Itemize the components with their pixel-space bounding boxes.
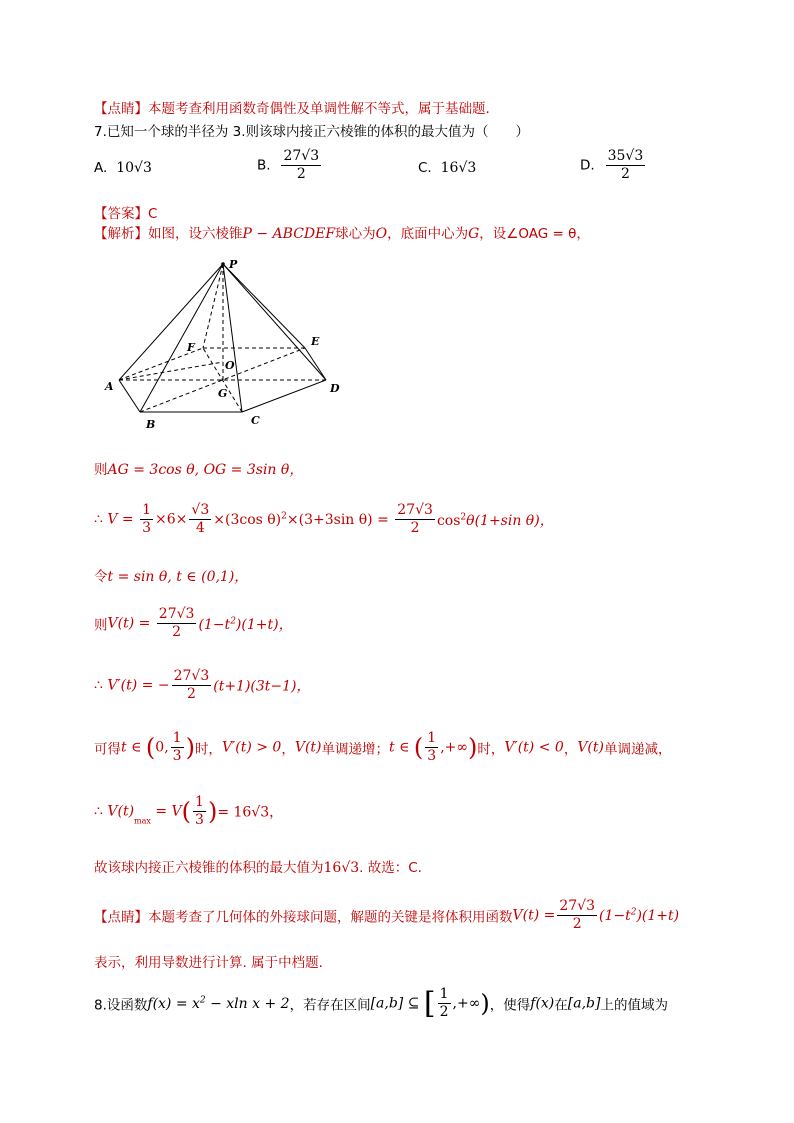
option-c-value: 16√3 xyxy=(440,160,477,176)
label-p: P xyxy=(229,258,238,271)
option-a: A. 10√3 xyxy=(94,160,152,176)
step-2: ∴ V = $\frac{1}{3}$ ×6× $\frac{√3}{4}$ ×(3cos θ)$^2$×(3+3sin θ) = $\frac{27√3}{2}$ $\cos^2\theta(1+\sin$ θ)， xyxy=(94,502,554,536)
label-a: A xyxy=(105,380,114,393)
answer-tag: 【答案】 xyxy=(94,206,148,222)
option-b: B. $\frac{27√3}{2}$ xyxy=(257,148,320,182)
dianjing-2: 【点睛】本题考查了几何体的外接球问题，解题的关键是将体积用函数V(t) = $\frac{27√3}{2}$ $(1-t^2)(1+t)$ xyxy=(94,898,680,932)
option-b-numerator: 27√3 xyxy=(283,148,320,164)
edge-ab xyxy=(119,380,140,412)
edge-pb xyxy=(140,264,223,412)
vertex-p-dot xyxy=(221,262,225,266)
label-f: F xyxy=(187,341,195,354)
previous-dianjing-line xyxy=(94,97,490,117)
question-7-stem: 7.已知一个球的半径为 3.则该球内接正六棱锥的体积的最大值为（ ） xyxy=(94,124,530,140)
step-7: ∴ $V(t)_{max} = V$( $\frac{1}{3}$ )= 16√3， xyxy=(94,794,284,828)
hexagonal-pyramid-figure xyxy=(100,252,350,434)
label-c: C xyxy=(251,414,260,427)
edge-pd xyxy=(223,264,326,380)
option-d-numerator: 35√3 xyxy=(607,148,644,164)
question-8-stem: 8.设函数$f(x) = x^2 - xln$ x + 2，若存在区间[a,b] ⊆ [ $\frac{1}{2}$ ,+∞)，使得f(x)在[a,b]上的值域为 xyxy=(94,986,668,1021)
dianjing-tag: 【点睛】 xyxy=(94,101,148,117)
answer-line xyxy=(94,202,157,222)
edge-pf-hidden xyxy=(203,264,223,348)
edge-de xyxy=(305,348,326,380)
step-3: 令t = sin θ, t ∈ (0,1)， xyxy=(94,569,249,585)
option-b-denominator: 2 xyxy=(296,166,306,182)
edge-pa xyxy=(119,264,223,380)
step-1: 则AG = 3cos θ, OG = 3sin θ， xyxy=(94,462,304,478)
option-c: C. 16√3 xyxy=(418,160,477,176)
option-a-value: 10√3 xyxy=(116,160,152,176)
option-d: D. $\frac{35√3}{2}$ xyxy=(580,148,644,182)
label-e: E xyxy=(311,335,320,348)
edge-pe xyxy=(223,264,305,348)
answer-value: C xyxy=(148,206,158,222)
option-d-denominator: 2 xyxy=(620,166,630,182)
step-6: 可得t ∈ (0, $\frac{1}{3}$ )时，V′(t) > 0，V(t)单调递增；t ∈ ( $\frac{1}{3}$ ,+∞)时，V′(t) < 0，V(t)单调递减， xyxy=(94,730,672,764)
conclusion: 故该球内接正六棱锥的体积的最大值为16√3. 故选：C. xyxy=(94,860,422,876)
label-d: D xyxy=(330,382,340,395)
label-g: G xyxy=(218,387,228,400)
segment-ao-hidden xyxy=(119,362,223,380)
step-5: ∴ V′(t) = − $\frac{27√3}{2}$ (t+1)(3t−1)， xyxy=(94,668,311,702)
edge-cd xyxy=(242,380,326,412)
dianjing-2-line-2: 表示，利用导数进行计算. 属于中档题. xyxy=(94,955,323,971)
analysis-intro: 【解析】如图，设六棱锥P − ABCDEF球心为O，底面中心为G，设∠OAG = θ， xyxy=(94,226,590,242)
analysis-tag: 【解析】 xyxy=(94,226,148,242)
label-b: B xyxy=(146,418,156,431)
dianjing-text: 本题考查利用函数奇偶性及单调性解不等式，属于基础题. xyxy=(148,101,490,117)
label-o: O xyxy=(225,359,235,372)
step-4: 则V(t) = $\frac{27√3}{2}$ $(1-t^2)(1+t)$， xyxy=(94,606,293,640)
